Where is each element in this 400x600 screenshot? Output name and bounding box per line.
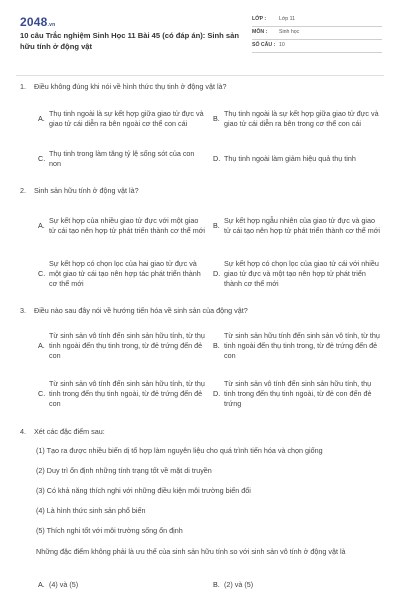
question-prompt: Những đặc điểm không phải là ưu thế của sinh sản hữu tính so với sinh sản vô tính ở động vật là bbox=[36, 547, 346, 556]
option-text: Thụ tinh ngoài là sự kết hợp giữa giao tử đực và giao tử cái diễn ra bên ngoài cơ thể con cái bbox=[49, 109, 204, 128]
statement-1: (1) Tạo ra được nhiều biến dị tổ hợp làm nguyên liệu cho quá trình tiến hóa và chọn giống bbox=[36, 446, 323, 455]
question-2 bbox=[20, 186, 384, 196]
statement-5: (5) Thích nghi tốt với môi trường sống ổn định bbox=[36, 526, 183, 535]
question-heading bbox=[20, 186, 384, 196]
question-text: Sinh sản hữu tính ở động vật là? bbox=[34, 186, 139, 195]
option-letter: A. bbox=[38, 580, 45, 590]
meta-table bbox=[252, 14, 382, 53]
option-letter: A. bbox=[38, 221, 45, 231]
option-letter: B. bbox=[213, 341, 220, 351]
option-text: Thụ tinh ngoài là sự kết hợp giữa giao tử đực và giao tử cái diễn ra bên trong cơ thể con cái bbox=[224, 109, 379, 128]
option-1d[interactable] bbox=[213, 145, 383, 173]
option-letter: D. bbox=[213, 154, 221, 164]
option-2b[interactable] bbox=[213, 206, 383, 246]
option-4b[interactable] bbox=[213, 578, 383, 592]
question-text: Xét các đặc điểm sau: bbox=[34, 427, 105, 436]
option-1a[interactable] bbox=[38, 100, 213, 138]
option-letter: B. bbox=[213, 221, 220, 231]
option-2c[interactable] bbox=[38, 254, 213, 294]
option-3b[interactable] bbox=[213, 326, 383, 366]
question-number: 1. bbox=[20, 82, 26, 91]
option-letter: A. bbox=[38, 341, 45, 351]
option-text: (4) và (5) bbox=[49, 580, 79, 590]
option-letter: D. bbox=[213, 389, 221, 399]
meta-label: LỚP : bbox=[252, 16, 267, 23]
question-number: 3. bbox=[20, 306, 26, 315]
option-text: Từ sinh sản hữu tính đến sinh sản vô tính, từ thụ tinh ngoài đến thụ tinh trong, từ đẻ trứng đến đẻ con bbox=[224, 331, 380, 360]
question-number: 2. bbox=[20, 186, 26, 195]
question-heading bbox=[20, 306, 384, 316]
option-2a[interactable] bbox=[38, 206, 213, 246]
question-heading bbox=[20, 427, 384, 437]
option-text: Từ sinh sản vô tính đến sinh sản hữu tính, từ thụ tinh ngoài đến thụ tinh trong, từ đẻ trứng đến đẻ con bbox=[49, 331, 205, 360]
option-text: Từ sinh sản vô tính đến sinh sản hữu tính, từ thụ tinh trong đến thụ tinh ngoài, từ đẻ trứng đến đẻ con bbox=[49, 379, 205, 408]
option-1b[interactable] bbox=[213, 100, 383, 138]
option-3d[interactable] bbox=[213, 374, 383, 414]
option-text: Sự kết hợp có chọn lọc của hai giao tử đực và một giao tử cái tạo nên hợp tác phát triển thành cơ thể mới bbox=[49, 259, 201, 288]
meta-label: SỐ CÂU : bbox=[252, 42, 276, 49]
option-3a[interactable] bbox=[38, 326, 213, 366]
option-letter: D. bbox=[213, 269, 221, 279]
option-text: Từ sinh sản vô tính đến sinh sản hữu tính, thụ tinh trong đến thụ tinh ngoài, từ đẻ con đến đẻ trứng bbox=[224, 379, 372, 408]
option-2d[interactable] bbox=[213, 254, 383, 294]
question-text: Điều nào sau đây nói về hướng tiến hóa về sinh sản của động vật? bbox=[34, 306, 248, 315]
meta-label: MÔN : bbox=[252, 29, 268, 36]
option-text: Sự kết hợp ngẫu nhiên của giao tử đực và giao tử cái tạo nên hợp tử phát triển thành cơ thể mới bbox=[224, 216, 381, 235]
option-text: (2) và (5) bbox=[224, 580, 254, 590]
option-text: Thụ tinh ngoài làm giảm hiệu quả thụ tinh bbox=[224, 154, 356, 164]
option-4a[interactable] bbox=[38, 578, 213, 592]
statement-4: (4) Là hình thức sinh sản phổ biến bbox=[36, 506, 146, 515]
question-4 bbox=[20, 427, 384, 437]
meta-row-count bbox=[252, 40, 382, 53]
meta-value: 10 bbox=[279, 42, 285, 49]
option-3c[interactable] bbox=[38, 374, 213, 414]
option-letter: C. bbox=[38, 389, 46, 399]
meta-value: Sinh học bbox=[279, 29, 300, 36]
option-text: Sự kết hợp có chọn lọc của giao tử cái với nhiều giao tử đực và một tạo nên hợp tử phát triển thành cơ thể mới bbox=[224, 259, 379, 288]
option-letter: B. bbox=[213, 580, 220, 590]
meta-row-class bbox=[252, 14, 382, 27]
option-1c[interactable] bbox=[38, 145, 213, 173]
statement-3: (3) Có khả năng thích nghi với những điều kiện môi trường biến đổi bbox=[36, 486, 251, 495]
question-1 bbox=[20, 82, 384, 92]
question-number: 4. bbox=[20, 427, 26, 436]
meta-value: Lớp 11 bbox=[279, 16, 295, 23]
question-text: Điều không đúng khi nói về hình thức thụ tinh ở động vật là? bbox=[34, 82, 227, 91]
document-title: 10 câu Trắc nghiệm Sinh Học 11 Bài 45 (có đáp án): Sinh sản hữu tính ở động vật bbox=[20, 31, 240, 51]
option-letter: C. bbox=[38, 154, 46, 164]
statement-2: (2) Duy trì ổn định những tính trạng tốt về mặt di truyền bbox=[36, 466, 212, 475]
question-3 bbox=[20, 306, 384, 316]
option-letter: B. bbox=[213, 114, 220, 124]
meta-row-subject bbox=[252, 27, 382, 40]
document-header bbox=[20, 14, 382, 62]
site-logo[interactable]: 2048.vn bbox=[20, 15, 56, 29]
header-divider bbox=[16, 75, 384, 76]
option-text: Sự kết hợp của nhiều giao tử đực với một giao tử cái tạo nên hợp tử phát triển thành cơ thể mới bbox=[49, 216, 206, 235]
option-text: Thụ tinh trong làm tăng tỷ lệ sống sót của con non bbox=[49, 149, 195, 168]
option-letter: A. bbox=[38, 114, 45, 124]
option-letter: C. bbox=[38, 269, 46, 279]
question-heading bbox=[20, 82, 384, 92]
